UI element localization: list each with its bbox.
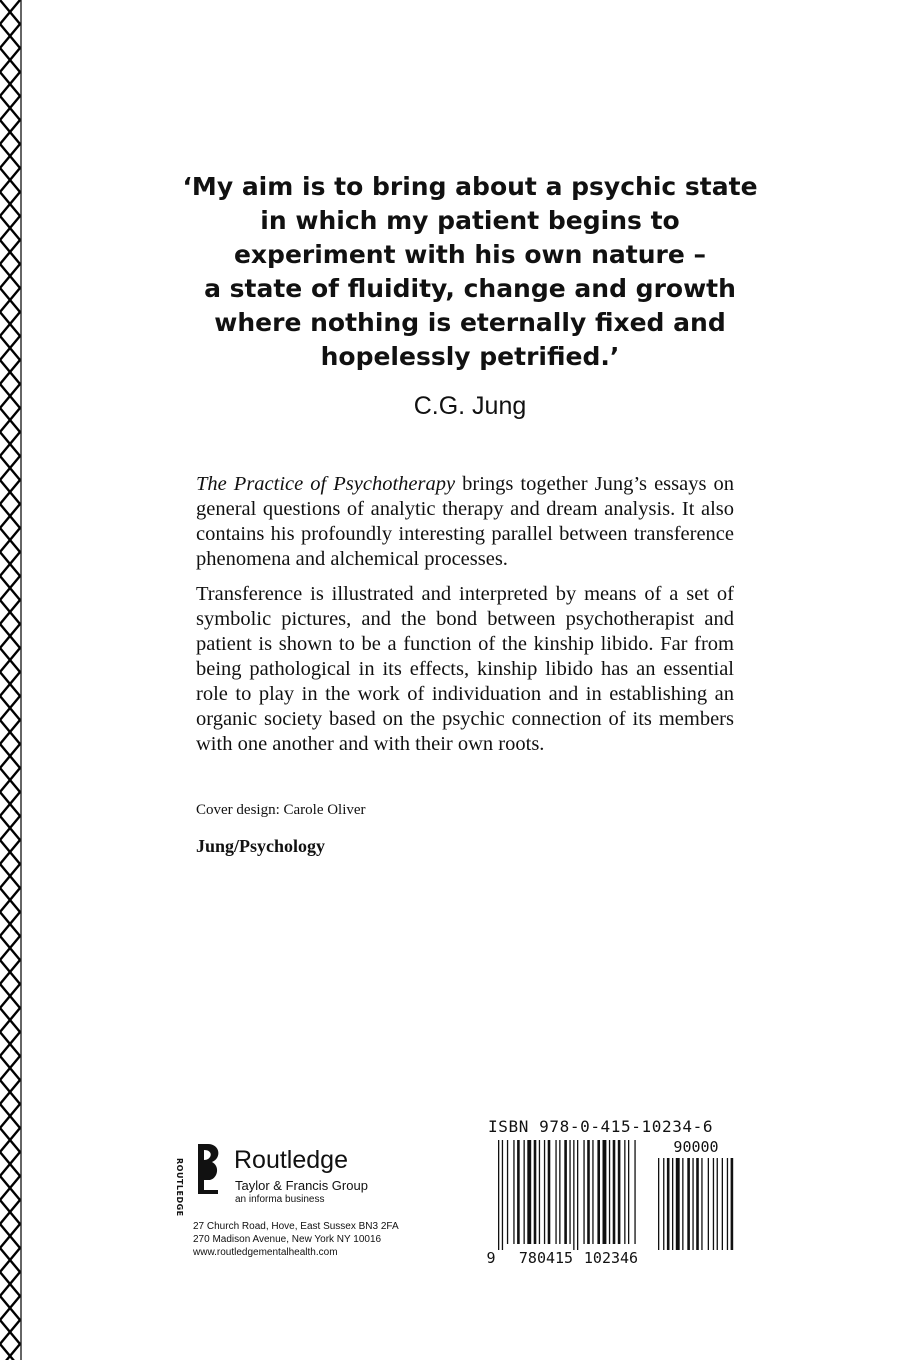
routledge-logo-icon <box>190 1140 226 1196</box>
quote-attribution: C.G. Jung <box>413 392 527 420</box>
address-line: www.routledgementalhealth.com <box>193 1247 338 1258</box>
description-text: brings together Jung’s essays on general questions of analytic therapy and dream analysis. It also contains his profoundly interesting parallel between transference phenomena and alchemical processes. <box>196 473 735 570</box>
quote-line: hopelessly petrified.’ <box>320 342 620 371</box>
cover-credit: Cover design: Carole Oliver <box>196 802 366 818</box>
publisher-vertical-label: ROUTLEDGE <box>175 1158 184 1217</box>
quote-line: ‘My aim is to bring about a psychic state <box>182 172 758 201</box>
book-title: The Practice of Psychotherapy <box>196 473 456 495</box>
quote-line: experiment with his own nature – <box>233 240 707 269</box>
ean-left-digits: 780415 <box>518 1249 574 1266</box>
publisher-subtitle: an informa business <box>235 1194 325 1205</box>
price-code: 90000 <box>673 1138 719 1156</box>
description-paragraph-1 <box>196 472 734 572</box>
isbn-label: ISBN 978-0-415-10234-6 <box>488 1117 714 1136</box>
quote-line: in which my patient begins to <box>260 206 680 235</box>
address-line: 27 Church Road, Hove, East Sussex BN3 2FA <box>193 1221 399 1232</box>
publisher-address <box>193 1220 399 1259</box>
barcode <box>486 1138 738 1266</box>
addon-bars <box>658 1158 733 1250</box>
publisher-name: Routledge <box>234 1146 348 1174</box>
decorative-border <box>0 0 22 1360</box>
ean-right-digits: 102346 <box>583 1249 639 1266</box>
description-paragraph-2: Transference is illustrated and interpreted by means of a set of symbolic pictures, and the bond between psychotherapist and patient is shown to be a function of the kinship libido. Far from being pathological in its effects, kinship libido has an essential role to play in the work of individuation and in establishing an organic society based on the psychic connection of its members with one another and with their own roots. <box>196 583 734 755</box>
ean-bars <box>498 1140 636 1250</box>
quote-line: where nothing is eternally fixed and <box>214 308 726 337</box>
quote-line: a state of fluidity, change and growth <box>204 274 736 303</box>
address-line: 270 Madison Avenue, New York NY 10016 <box>193 1234 382 1245</box>
subject-category: Jung/Psychology <box>196 836 326 856</box>
pull-quote <box>170 170 770 374</box>
publisher-group: Taylor & Francis Group <box>235 1178 368 1193</box>
ean-first-digit: 9 <box>486 1249 496 1266</box>
